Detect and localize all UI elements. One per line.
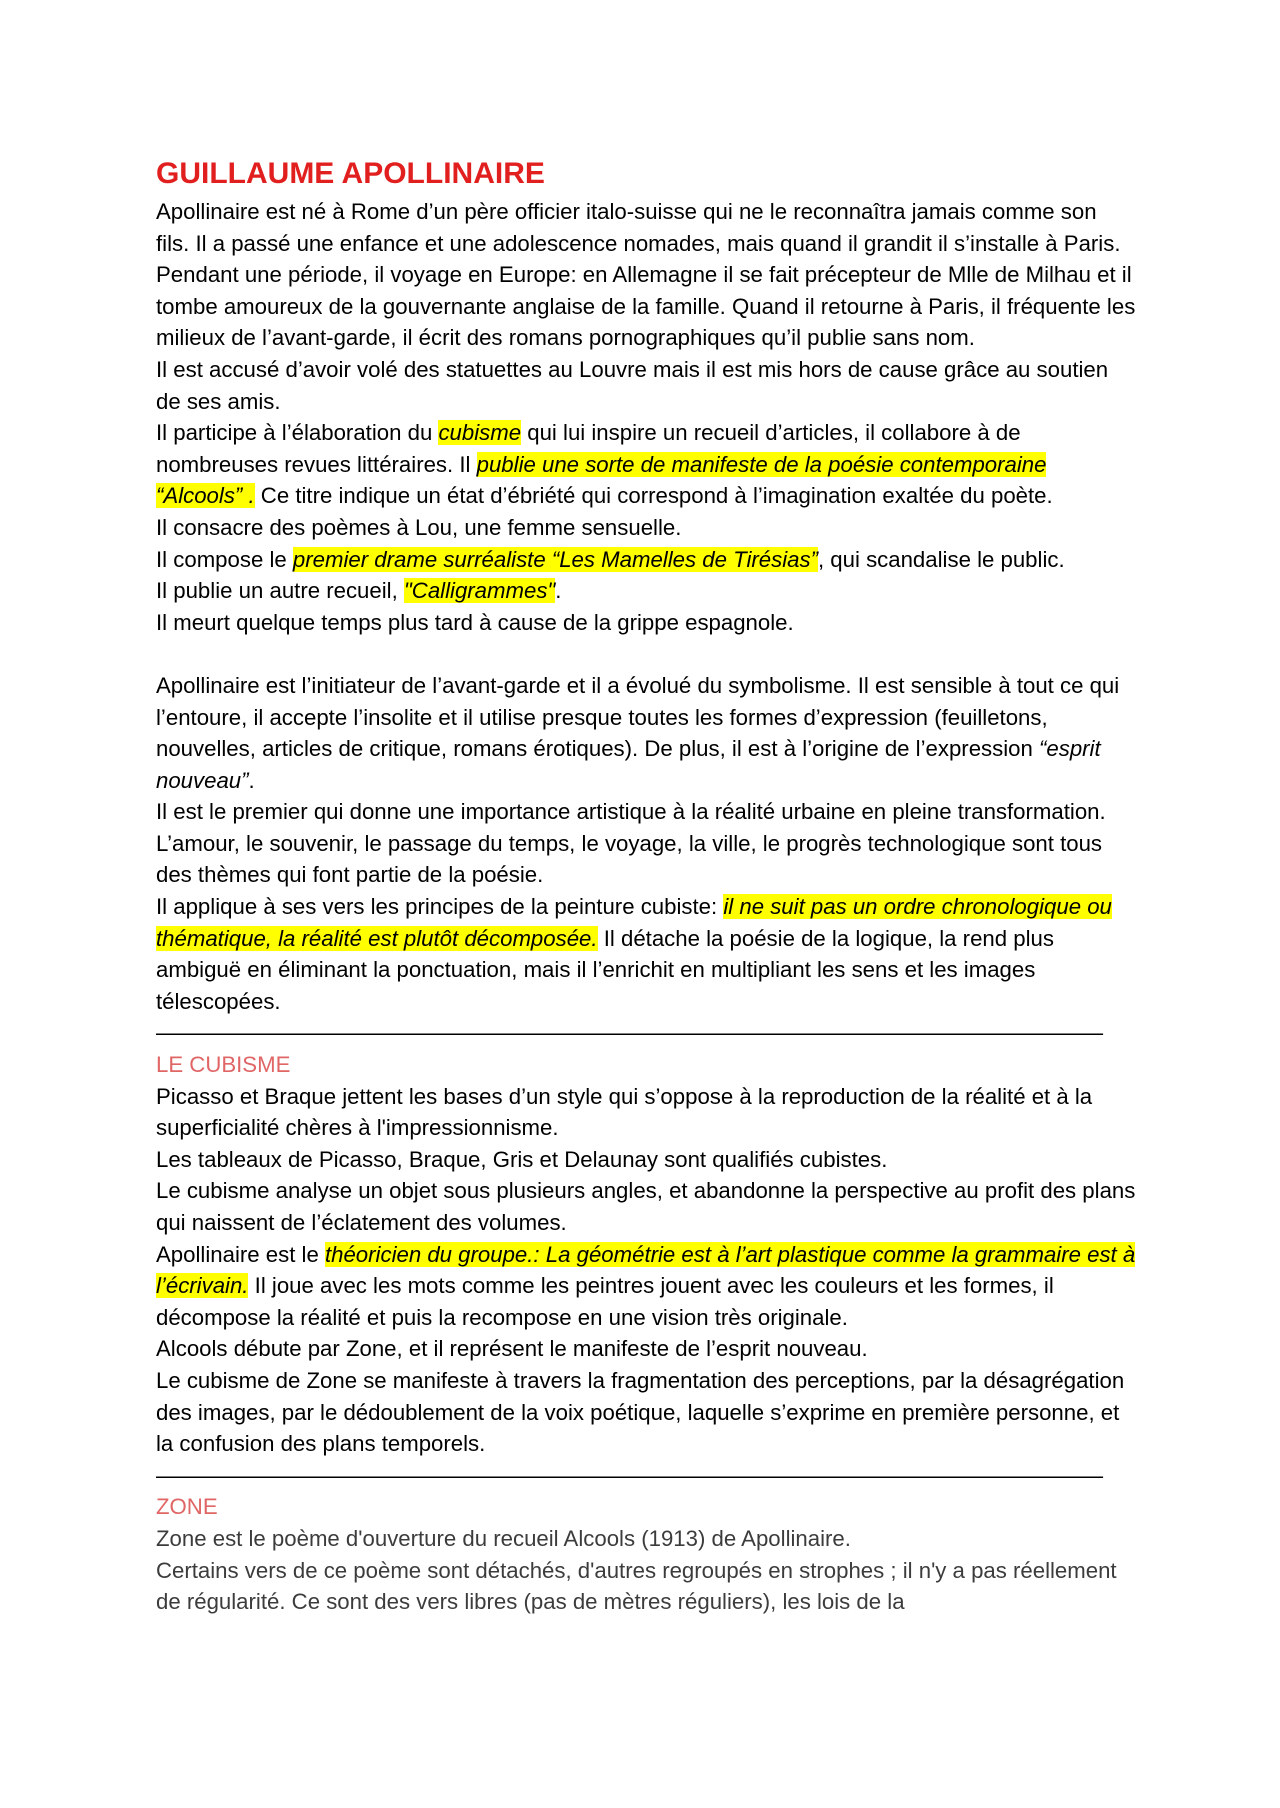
section-heading-zone: ZONE: [156, 1494, 218, 1520]
text-run: .: [248, 767, 255, 793]
text-run: Apollinaire est l’initiateur de l’avant-garde et il a évolué du symbolisme. Il est sensible à tout ce qui l’entoure, il accepte l’insolite et il utilise presque toutes les formes d’expression (feuilletons, nouvelles, articles de critique, romans érotiques). De plus, il est à l’origine de l’expression: [156, 672, 1120, 762]
text-run: Il compose le: [156, 546, 293, 572]
text-run: Ce titre indique un état d’ébriété qui correspond à l’imagination exaltée du poète.: [254, 483, 1053, 509]
text-run: Il joue avec les mots comme les peintres jouent avec les couleurs et les formes, il décompose la réalité et puis la recompose en une vision très originale.: [156, 1273, 1054, 1330]
text-run: Il applique à ses vers les principes de la peinture cubiste:: [156, 894, 724, 920]
separator-line: ––––––––––––––––––––––––––––––––––––––––––––––––––––––––––––––––––––––––––––––––––––––––––––––––: [156, 1462, 1101, 1488]
blank-line: [156, 638, 1136, 670]
highlighted-text: "Calligrammes": [403, 578, 556, 604]
text-run: Apollinaire est le: [156, 1241, 325, 1267]
page-title: GUILLAUME APOLLINAIRE: [156, 157, 545, 190]
text-run: qui lui inspire un recueil d’articles, il collabore à de nombreuses revues littéraires. Il: [156, 420, 1021, 477]
zone-paragraph-1: Zone est le poème d'ouverture du recueil Alcools (1913) de Apollinaire.: [156, 1525, 851, 1551]
text-run: Il publie un autre recueil,: [156, 578, 404, 604]
cubisme-paragraph-6: Le cubisme de Zone se manifeste à travers la fragmentation des perceptions, par la désagrégation des images, par le dédoublement de la voix poétique, laquelle s’exprime en première personne, et la confusion des plans temporels.: [156, 1367, 1125, 1457]
text-run: , qui scandalise le public.: [817, 546, 1065, 572]
bio-paragraph-2: Il est accusé d’avoir volé des statuettes au Louvre mais il est mis hors de cause grâce au soutien de ses amis.: [156, 356, 1109, 414]
italic-text: “esprit nouveau”: [156, 736, 1101, 793]
document-page: [156, 154, 1136, 1618]
cubisme-paragraph-1: Picasso et Braque jettent les bases d’un style qui s’oppose à la reproduction de la réalité et à la superficialité chères à l'impressionnisme.: [156, 1083, 1093, 1141]
text-run: Il participe à l’élaboration du: [156, 420, 439, 446]
bio-paragraph-6: [156, 575, 1136, 607]
cubisme-paragraph-3: Le cubisme analyse un objet sous plusieurs angles, et abandonne la perspective au profit des plans qui naissent de l’éclatement des volumes.: [156, 1178, 1136, 1235]
highlighted-text: publie une sorte de manifeste de la poésie contemporaine “Alcools” .: [156, 451, 1047, 509]
section-heading-cubisme: LE CUBISME: [156, 1052, 291, 1078]
text-run: Il détache la poésie de la logique, la rend plus ambiguë en éliminant la ponctuation, mais il l’enrichit en multipliant les sens et les images télescopées.: [156, 925, 1054, 1014]
analysis-paragraph-2: Il est le premier qui donne une importance artistique à la réalité urbaine en pleine transformation. L’amour, le souvenir, le passage du temps, le voyage, la ville, le progrès technologique sont tous des thèmes qui font partie de la poésie.: [156, 799, 1106, 888]
analysis-paragraph-1: [156, 670, 1136, 796]
bio-paragraph-7: Il meurt quelque temps plus tard à cause de la grippe espagnole.: [156, 609, 794, 635]
bio-paragraph-5: [156, 544, 1136, 576]
highlighted-text: théoricien du groupe.: La géométrie est à l’art plastique comme la grammaire est à l’écrivain.: [156, 1241, 1136, 1299]
bio-paragraph-1: Apollinaire est né à Rome d’un père officier italo-suisse qui ne le reconnaîtra jamais comme son fils. Il a passé une enfance et une adolescence nomades, mais quand il grandit il s’installe à Paris. Pendant une période, il voyage en Europe: en Allemagne il se fait précepteur de Mlle de Milhau et il tombe amoureux de la gouvernante anglaise de la famille. Quand il retourne à Paris, il fréquente les milieux de l’avant-garde, il écrit des romans pornographiques qu’il publie sans nom.: [156, 199, 1136, 351]
highlighted-text: il ne suit pas un ordre chronologique ou thématique, la réalité est plutôt décomposée.: [156, 894, 1112, 951]
bio-paragraph-4: Il consacre des poèmes à Lou, une femme sensuelle.: [156, 514, 682, 540]
separator-line: ––––––––––––––––––––––––––––––––––––––––––––––––––––––––––––––––––––––––––––––––––––––––––––––––: [156, 1020, 1101, 1046]
analysis-paragraph-3: [156, 891, 1136, 1017]
cubisme-paragraph-2: Les tableaux de Picasso, Braque, Gris et Delaunay sont qualifiés cubistes.: [156, 1146, 888, 1172]
highlighted-text: cubisme: [438, 420, 522, 446]
zone-paragraph-2: Certains vers de ce poème sont détachés, d'autres regroupés en strophes ; il n'y a pas réellement de régularité. Ce sont des vers libres (pas de mètres réguliers), les lois de la: [156, 1557, 1117, 1615]
cubisme-paragraph-5: Alcools débute par Zone, et il représent le manifeste de l’esprit nouveau.: [156, 1336, 868, 1362]
highlighted-text: premier drame surréaliste “Les Mamelles de Tirésias”: [292, 546, 818, 572]
cubisme-paragraph-4: [156, 1239, 1136, 1334]
bio-paragraph-3: [156, 417, 1136, 512]
text-run: .: [555, 578, 562, 604]
